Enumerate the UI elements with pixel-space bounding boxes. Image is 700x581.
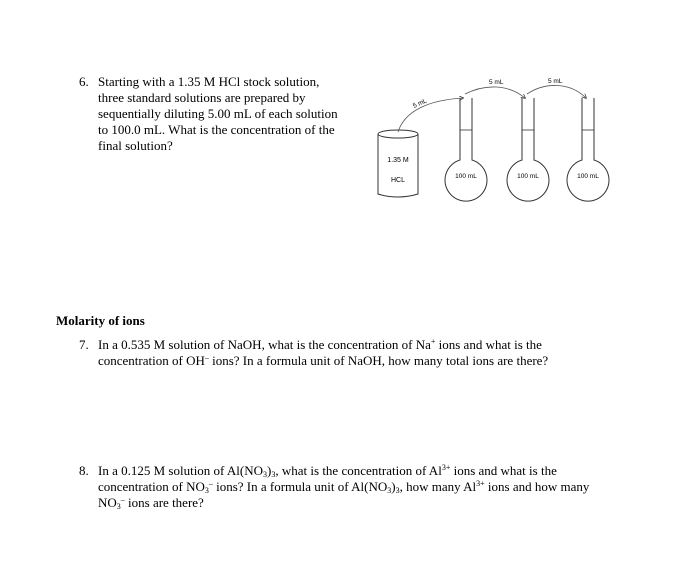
flask-volume-label: 100 mL	[577, 173, 599, 180]
question-number: 6.	[79, 74, 89, 89]
transfer-arrow	[398, 98, 463, 132]
question-line: $NO_3^-$ ions are there?	[98, 495, 204, 511]
question-line: to 100.0 mL. What is the concentration of the	[98, 122, 335, 137]
transfer-arrow	[465, 87, 525, 98]
question-text	[98, 463, 698, 511]
flask-volume-label: 100 mL	[517, 173, 539, 180]
question-line: final solution?	[98, 138, 173, 153]
stock-concentration-label: 1.35 M	[387, 157, 409, 164]
volumetric-flask	[507, 98, 549, 201]
question-line: three standard solutions are prepared by	[98, 90, 306, 105]
transfer-arrow	[527, 85, 586, 98]
question-text	[98, 337, 688, 369]
question-line: concentration of OH– ions? In a formula unit of NaOH, how many total ions are there?	[98, 353, 549, 368]
question-number: 8.	[79, 463, 89, 478]
question-line: In a 0.535 M solution of NaOH, what is the concentration of Na+ ions and what is the	[98, 337, 542, 352]
volumetric-flask	[445, 98, 487, 201]
question-line: concentration of $NO_3^-$ ions? In a formula unit of $Al(NO_3)_3$, how many $Al^{3+}$ ions and how many	[98, 479, 590, 495]
dilution-diagram	[360, 70, 620, 210]
flask-volume-label: 100 mL	[455, 173, 477, 180]
transfer-volume-label: 5 mL	[489, 79, 504, 86]
question-line: sequentially diluting 5.00 mL of each solution	[98, 106, 338, 121]
stock-name-label: HCL	[390, 177, 406, 184]
stock-beaker	[378, 130, 418, 197]
question-text	[98, 74, 370, 154]
question-number: 7.	[79, 337, 89, 352]
transfer-volume-label: 5 mL	[411, 97, 429, 110]
transfer-volume-label: 5 mL	[548, 78, 563, 85]
question-line: In a 0.125 M solution of $Al(NO_3)_3$, what is the concentration of $Al^{3+}$ ions and what is the	[98, 463, 557, 479]
section-heading: Molarity of ions	[56, 313, 145, 328]
question-line: Starting with a 1.35 M HCl stock solution,	[98, 74, 320, 89]
volumetric-flask	[567, 98, 609, 201]
